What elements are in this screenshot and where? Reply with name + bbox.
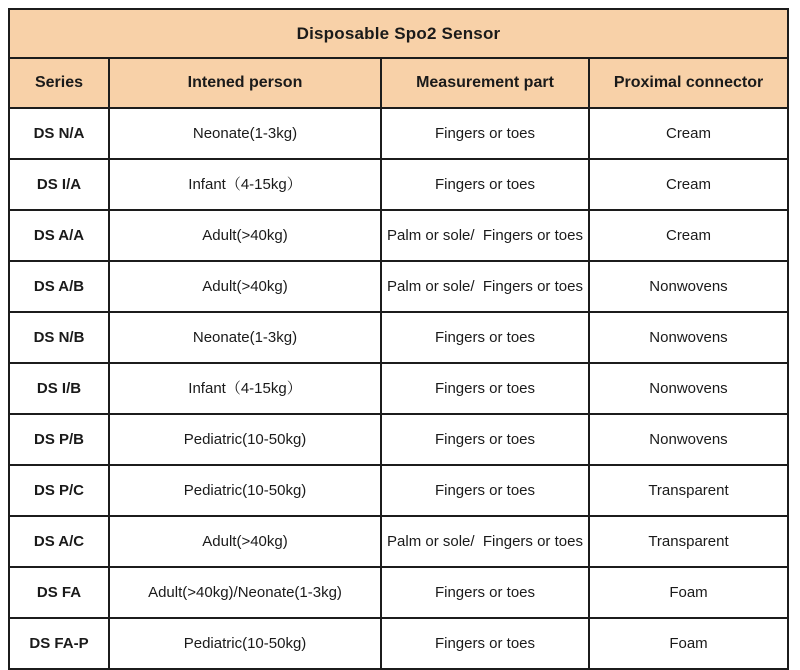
table-row [9, 567, 788, 618]
table-row [9, 261, 788, 312]
table-row [9, 312, 788, 363]
header-row [9, 58, 788, 108]
cell-proximal-connector: Nonwovens [589, 414, 788, 465]
cell-measurement-part: Fingers or toes [381, 159, 589, 210]
cell-intended-person: Infant（4-15kg） [109, 363, 381, 414]
cell-series: DS A/A [9, 210, 109, 261]
table-row [9, 516, 788, 567]
cell-measurement-part: Palm or sole/ Fingers or toes [381, 261, 589, 312]
cell-proximal-connector: Transparent [589, 516, 788, 567]
cell-series: DS FA [9, 567, 109, 618]
cell-measurement-part: Palm or sole/ Fingers or toes [381, 516, 589, 567]
title-row [9, 9, 788, 58]
column-header-series: Series [9, 58, 109, 108]
cell-proximal-connector: Nonwovens [589, 363, 788, 414]
cell-proximal-connector: Cream [589, 108, 788, 159]
cell-proximal-connector: Nonwovens [589, 312, 788, 363]
cell-intended-person: Adult(>40kg) [109, 210, 381, 261]
cell-series: DS FA-P [9, 618, 109, 669]
cell-proximal-connector: Foam [589, 567, 788, 618]
cell-intended-person: Adult(>40kg)/Neonate(1-3kg) [109, 567, 381, 618]
table-row [9, 210, 788, 261]
cell-proximal-connector: Nonwovens [589, 261, 788, 312]
cell-measurement-part: Fingers or toes [381, 312, 589, 363]
cell-proximal-connector: Foam [589, 618, 788, 669]
cell-intended-person: Infant（4-15kg） [109, 159, 381, 210]
table-row [9, 108, 788, 159]
spo2-sensor-table-container [8, 8, 787, 670]
table-row [9, 363, 788, 414]
cell-measurement-part: Palm or sole/ Fingers or toes [381, 210, 589, 261]
cell-intended-person: Neonate(1-3kg) [109, 108, 381, 159]
column-header-measurement-part: Measurement part [381, 58, 589, 108]
cell-measurement-part: Fingers or toes [381, 108, 589, 159]
cell-measurement-part: Fingers or toes [381, 414, 589, 465]
cell-intended-person: Pediatric(10-50kg) [109, 618, 381, 669]
cell-series: DS I/A [9, 159, 109, 210]
cell-measurement-part: Fingers or toes [381, 363, 589, 414]
cell-intended-person: Neonate(1-3kg) [109, 312, 381, 363]
cell-series: DS A/B [9, 261, 109, 312]
cell-intended-person: Pediatric(10-50kg) [109, 465, 381, 516]
cell-series: DS A/C [9, 516, 109, 567]
cell-intended-person: Adult(>40kg) [109, 261, 381, 312]
spo2-sensor-table [8, 8, 789, 670]
cell-proximal-connector: Transparent [589, 465, 788, 516]
cell-series: DS N/B [9, 312, 109, 363]
table-row [9, 465, 788, 516]
cell-intended-person: Adult(>40kg) [109, 516, 381, 567]
cell-proximal-connector: Cream [589, 159, 788, 210]
column-header-intended-person: Intened person [109, 58, 381, 108]
cell-series: DS N/A [9, 108, 109, 159]
cell-series: DS P/B [9, 414, 109, 465]
cell-series: DS P/C [9, 465, 109, 516]
table-row [9, 414, 788, 465]
table-title: Disposable Spo2 Sensor [9, 9, 788, 58]
cell-measurement-part: Fingers or toes [381, 465, 589, 516]
cell-proximal-connector: Cream [589, 210, 788, 261]
cell-intended-person: Pediatric(10-50kg) [109, 414, 381, 465]
table-row [9, 159, 788, 210]
cell-series: DS I/B [9, 363, 109, 414]
cell-measurement-part: Fingers or toes [381, 618, 589, 669]
column-header-proximal-connector: Proximal connector [589, 58, 788, 108]
table-row [9, 618, 788, 669]
cell-measurement-part: Fingers or toes [381, 567, 589, 618]
